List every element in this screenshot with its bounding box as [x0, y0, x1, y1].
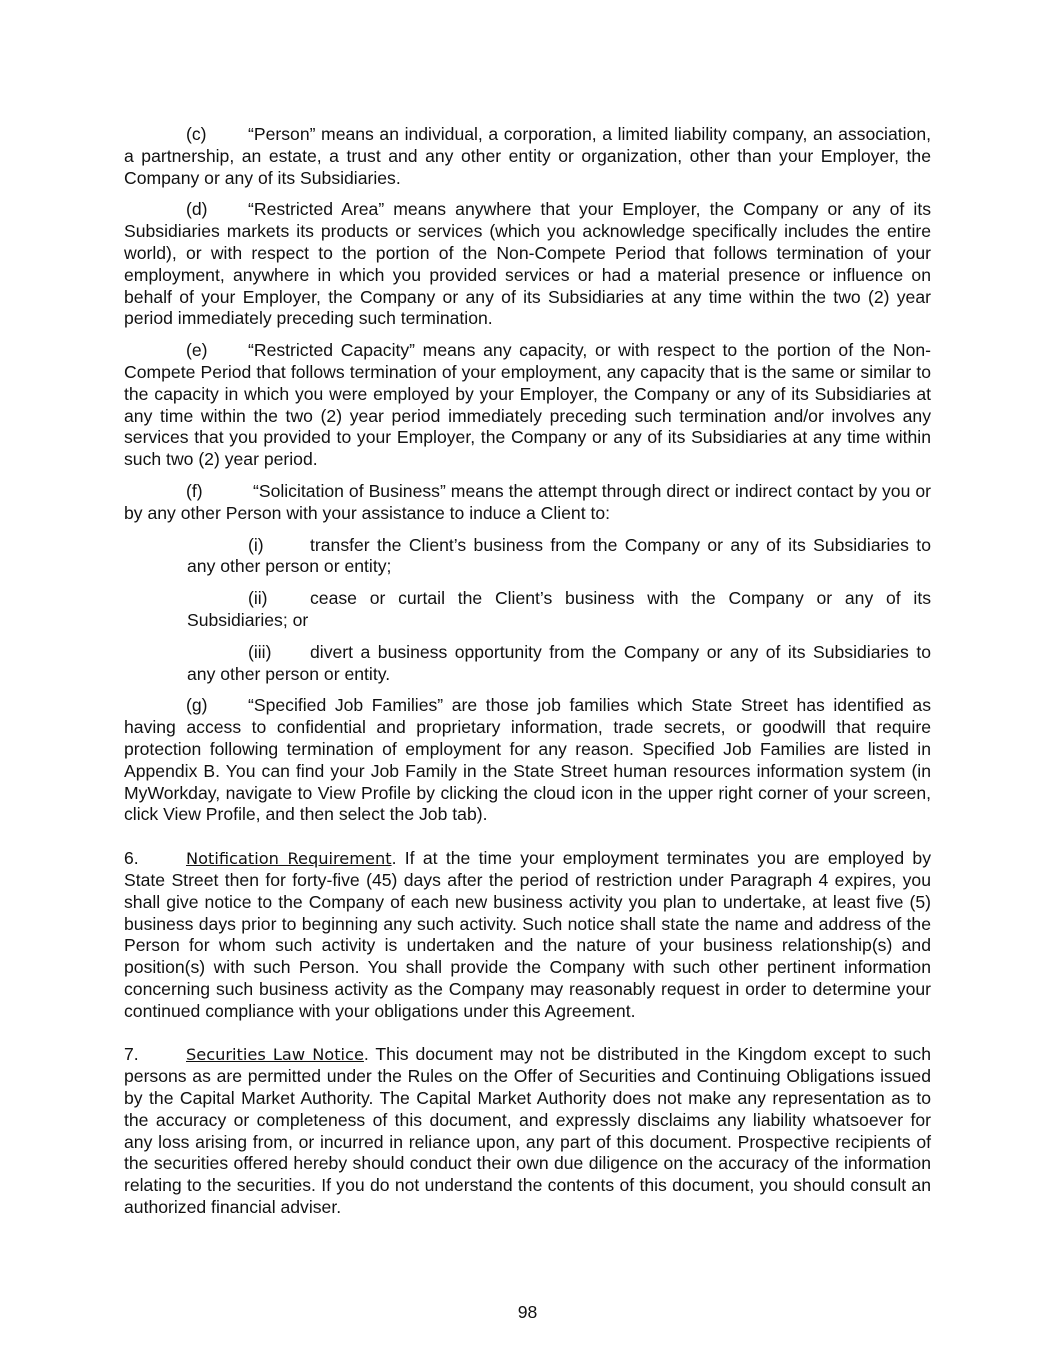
- definition-f-item-iii-text: divert a business opportunity from the Company or any of its Subsidiaries to any other person or entity.: [187, 641, 931, 684]
- definition-f-text: “Solicitation of Business” means the attempt through direct or indirect contact by you or by any other Person with your assistance to induce a Client to:: [124, 480, 936, 523]
- section-6-heading: Notification Requirement: [186, 849, 392, 869]
- definition-d-text: “Restricted Area” means anywhere that your Employer, the Company or any of its Subsidiaries markets its products or services (which you acknowledge specifically includes the entire world), or with respect to the portion of the Non-Compete Period that follows termination of your employment, anywhere in which you provided services or had a material presence or influence on behalf of your Employer, the Company or any of its Subsidiaries at any time within the two (2) year period immediately preceding such termination.: [124, 199, 931, 329]
- definition-c-text: “Person” means an individual, a corporation, a limited liability company, an association, a partnership, an estate, a trust and any other entity or organization, other than your Employer, the Company or any of its Subsidiaries.: [124, 124, 931, 188]
- section-7-heading: Securities Law Notice: [186, 1045, 364, 1065]
- page-number: 98: [517, 1302, 538, 1322]
- definition-g: [124, 695, 931, 826]
- section-6-text: . If at the time your employment terminates you are employed by State Street then for forty-five (45) days after the period of restriction under Paragraph 4 expires, you shall give notice to the Company of each new business activity you plan to undertake, at least five (5) business days prior to beginning any such activity. Such notice shall state the name and address of the Person for whom such activity is undertaken and the nature of your business relationship(s) and position(s) with such Person. You shall provide the Company with such other pertinent information concerning such business activity as the Company may reasonably request in order to determine your continued compliance with your obligations under this Agreement.: [124, 848, 932, 1021]
- section-7: [124, 1044, 931, 1218]
- definition-e-label: (e): [186, 340, 208, 361]
- definition-f-item-i: [187, 535, 931, 579]
- definition-c: [124, 124, 931, 189]
- document-body: [124, 124, 936, 1229]
- definition-g-text: “Specified Job Families” are those job families which State Street has identified as having access to confidential and proprietary information, trade secrets, or goodwill that require protection following termination of employment for any reason. Specified Job Families are listed in Appendix B. You can find your Job Family in the State Street human resources information system (in MyWorkday, navigate to View Profile by clicking the cloud icon in the upper right corner of your screen, click View Profile, and then select the Job tab).: [124, 695, 931, 825]
- definition-e: [124, 340, 931, 471]
- definition-f-item-i-text: transfer the Client’s business from the Company or any of its Subsidiaries to any other person or entity;: [187, 534, 931, 577]
- definition-d-label: (d): [186, 199, 208, 220]
- definition-f-item-iii-label: (iii): [248, 641, 272, 662]
- definition-f-item-ii-label: (ii): [248, 588, 268, 609]
- definition-e-text: “Restricted Capacity” means any capacity, or with respect to the portion of the Non-Compete Period that follows termination of your employment, any capacity that is the same or similar to the capacity in which you were employed by your Employer, the Company or any of its Subsidiaries at any time within the two (2) year period immediately preceding such termination and/or involves any services that you provided to your Employer, the Company or any of its Subsidiaries at any time within such two (2) year period.: [124, 340, 931, 470]
- section-7-number: 7.: [124, 1044, 139, 1065]
- definition-g-label: (g): [186, 695, 208, 716]
- definition-d: [124, 199, 931, 330]
- definition-f-item-ii-text: cease or curtail the Client’s business with the Company or any of its Subsidiaries; or: [187, 588, 931, 630]
- definition-c-label: (c): [186, 124, 207, 144]
- definition-f-item-ii: [187, 588, 931, 632]
- definition-f-item-i-label: (i): [248, 534, 264, 555]
- definition-f: [124, 480, 936, 525]
- section-6-number: 6.: [124, 848, 139, 869]
- definition-f-item-iii: [187, 642, 931, 686]
- section-6: [124, 848, 931, 1022]
- section-7-text: . This document may not be distributed in the Kingdom except to such persons as are permitted under the Rules on the Offer of Securities and Continuing Obligations issued by the Capital Market Authority. The Capital Market Authority does not make any representation as to the accuracy or completeness of this document, and expressly disclaims any liability whatsoever for any loss arising from, or incurred in reliance upon, any part of this document. Prospective recipients of the securities offered hereby should conduct their own due diligence on the accuracy of the information relating to the securities. If you do not understand the contents of this document, you should consult an authorized financial adviser.: [124, 1044, 932, 1218]
- definition-f-label: (f): [186, 480, 203, 501]
